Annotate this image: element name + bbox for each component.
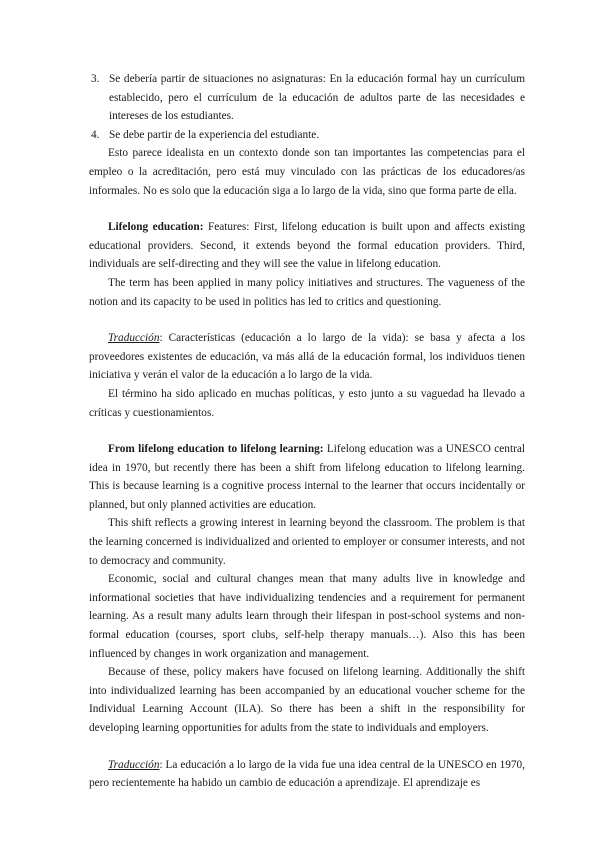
translation-text: : Características (educación a lo largo de la vida): se basa y afecta a los proveedores existentes de educación, va más allá de la educación formal, los individuos tienen iniciativa y verán el valor de la educación a lo largo de la vida. xyxy=(89,332,525,382)
shift-paragraph-3: Economic, social and cultural changes mean that many adults live in knowledge and informational societies that have individualizing tendencies and a requirement for permanent learning. As a result many adults learn through their lifespan in post-school systems and non-formal education (courses, sport clubs, self-help therapy manuals…). Also this has been influenced by changes in work organization and management. xyxy=(89,573,525,660)
list-item-text: Se debería partir de situaciones no asignaturas: En la educación formal hay un currículum establecido, pero el currículum de la educación de adultos parte de las necesidades e intereses de los estudiantes. xyxy=(109,73,525,123)
shift-paragraph-2: This shift reflects a growing interest in learning beyond the classroom. The problem is that the learning concerned is individualized and oriented to employer or consumer interests, and not to democracy and community. xyxy=(89,517,525,567)
list-item-number: 4. xyxy=(91,128,100,141)
lifelong-education-paragraph xyxy=(89,218,525,274)
numbered-list xyxy=(89,70,525,144)
translation-paragraph xyxy=(89,329,525,385)
list-item-text: Se debe partir de la experiencia del estudiante. xyxy=(109,128,320,141)
shift-heading: From lifelong education to lifelong learning: xyxy=(108,443,324,456)
list-item xyxy=(89,70,525,126)
lifelong-education-text: Features: First, lifelong education is built upon and affects existing educational providers. Second, it extends beyond the formal education providers. Third, individuals are self-directing and they will see the value in lifelong education. xyxy=(89,221,525,271)
document-body xyxy=(89,70,525,793)
lifelong-education-paragraph-2: The term has been applied in many policy initiatives and structures. The vagueness of the notion and its capacity to be used in politics has led to critics and questioning. xyxy=(89,276,525,308)
shift-text: Lifelong education was a UNESCO central idea in 1970, but recently there has been a shift from lifelong education to lifelong learning. This is because learning is a cognitive process internal to the learner that occurs incidentally or planned, but only planned activities are education. xyxy=(89,443,525,511)
intro-paragraph: Esto parece idealista en un contexto donde son tan importantes las competencias para el empleo o la acreditación, pero está muy vinculado con las prácticas de los educadores/as informales. No es solo que la educación siga a lo largo de la vida, sino que forma parte de ella. xyxy=(89,147,525,197)
shift-paragraph-4: Because of these, policy makers have focused on lifelong learning. Additionally the shift into individualized learning has been accompanied by an educational voucher scheme for the Individual Learning Account (ILA). So there has been a shift in the responsibility for developing learning opportunities for adults from the state to individuals and employers. xyxy=(89,666,525,734)
translation-label: Traducción xyxy=(108,332,160,345)
lifelong-education-heading: Lifelong education: xyxy=(108,221,204,234)
translation-label-2: Traducción xyxy=(108,758,160,771)
translation-paragraph-final xyxy=(89,756,525,793)
list-item-number: 3. xyxy=(91,73,100,85)
list-item xyxy=(89,126,525,145)
translation-text-2: : La educación a lo largo de la vida fue una idea central de la UNESCO en 1970, pero recientemente ha habido un cambio de educación a aprendizaje. El aprendizaje es xyxy=(89,758,525,790)
shift-paragraph xyxy=(89,440,525,514)
translation-paragraph-2: El término ha sido aplicado en muchas políticas, y esto junto a su vaguedad ha llevado a críticas y cuestionamientos. xyxy=(89,387,525,419)
